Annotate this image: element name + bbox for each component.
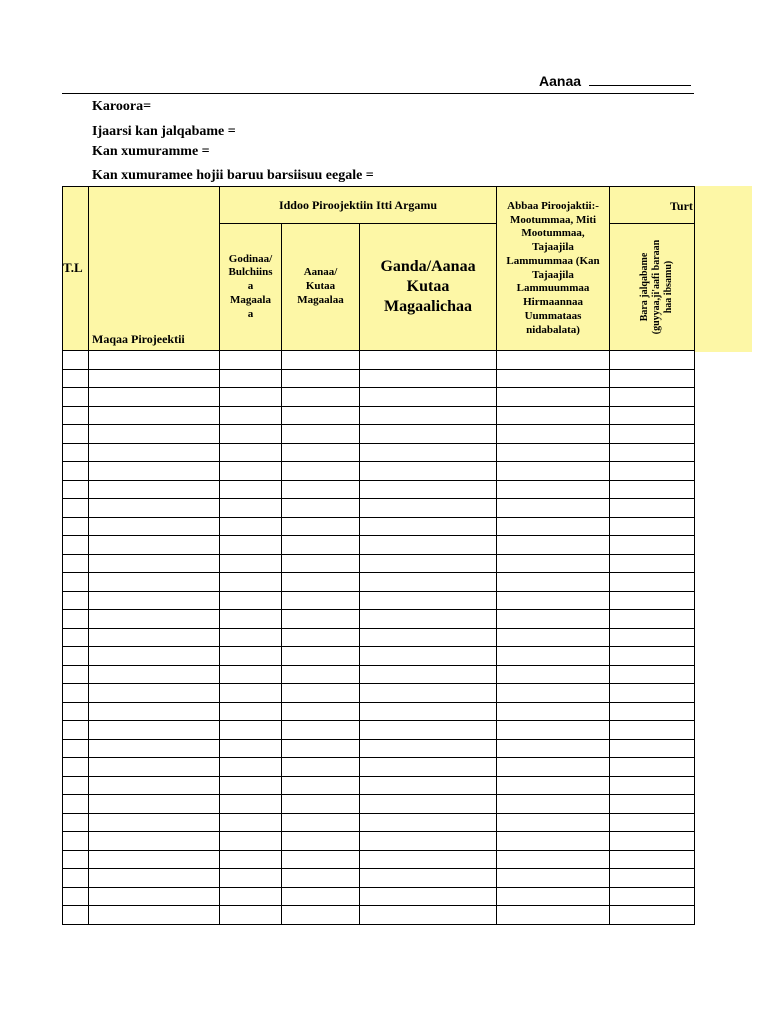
table-cell[interactable]: [282, 536, 360, 555]
table-body: [63, 351, 695, 925]
table-cell[interactable]: [220, 647, 282, 666]
table-cell[interactable]: [610, 906, 695, 925]
table-row: [63, 850, 695, 869]
table-cell[interactable]: [89, 665, 220, 684]
table-row: [63, 647, 695, 666]
table-cell[interactable]: [89, 832, 220, 851]
table-cell[interactable]: [610, 536, 695, 555]
table-cell[interactable]: [220, 758, 282, 777]
table-cell[interactable]: [89, 758, 220, 777]
table-cell[interactable]: [360, 869, 497, 888]
table-row: [63, 813, 695, 832]
table-cell[interactable]: [497, 536, 610, 555]
table-cell[interactable]: [610, 739, 695, 758]
table-cell[interactable]: [282, 499, 360, 518]
table-row: [63, 887, 695, 906]
table-row: [63, 443, 695, 462]
aanaa-blank-line[interactable]: [589, 74, 691, 86]
table-cell[interactable]: [220, 554, 282, 573]
table-row: [63, 425, 695, 444]
table-cell[interactable]: [282, 517, 360, 536]
table-cell[interactable]: [89, 702, 220, 721]
table-cell[interactable]: [360, 795, 497, 814]
table-cell[interactable]: [220, 369, 282, 388]
abbaa-line: Uummataas: [524, 309, 582, 322]
table-cell[interactable]: [63, 499, 89, 518]
table-row: [63, 536, 695, 555]
project-table: [62, 186, 695, 925]
table-cell[interactable]: [360, 721, 497, 740]
table-cell[interactable]: [220, 443, 282, 462]
table-cell[interactable]: [89, 684, 220, 703]
table-cell[interactable]: [220, 480, 282, 499]
table-cell[interactable]: [360, 610, 497, 629]
table-cell[interactable]: [63, 480, 89, 499]
aanaa-kutaa-line: Magaalaa: [297, 293, 344, 306]
table-row: [63, 665, 695, 684]
table-cell[interactable]: [360, 554, 497, 573]
table-cell[interactable]: [610, 499, 695, 518]
table-cell[interactable]: [360, 351, 497, 370]
table-cell[interactable]: [89, 887, 220, 906]
godinaa-line: a: [247, 280, 254, 293]
table-cell[interactable]: [610, 776, 695, 795]
table-cell[interactable]: [360, 443, 497, 462]
table-cell[interactable]: [282, 443, 360, 462]
table-cell[interactable]: [360, 758, 497, 777]
table-cell[interactable]: [89, 776, 220, 795]
table-cell[interactable]: [282, 684, 360, 703]
table-cell[interactable]: [282, 425, 360, 444]
table-cell[interactable]: [360, 388, 497, 407]
abbaa-line: nidabalata): [526, 323, 580, 336]
table-cell[interactable]: [497, 443, 610, 462]
table-cell[interactable]: [63, 462, 89, 481]
ganda-line: Magaalichaa: [384, 298, 473, 315]
table-cell[interactable]: [610, 795, 695, 814]
table-cell[interactable]: [89, 499, 220, 518]
table-row: [63, 388, 695, 407]
table-cell[interactable]: [497, 795, 610, 814]
table-cell[interactable]: [63, 702, 89, 721]
table-cell[interactable]: [610, 369, 695, 388]
abbaa-line: Lammuummaa: [516, 282, 590, 295]
table-cell[interactable]: [610, 554, 695, 573]
table-cell[interactable]: [63, 554, 89, 573]
table-cell[interactable]: [63, 443, 89, 462]
table-cell[interactable]: [360, 573, 497, 592]
ijaarsi-line: Ijaarsi kan jalqabame =: [92, 124, 236, 139]
table-cell[interactable]: [610, 388, 695, 407]
kan-xumuramee-hojii-line: Kan xumuramee hojii baruu barsiisuu eegale =: [92, 168, 374, 183]
table-cell[interactable]: [497, 351, 610, 370]
table-cell[interactable]: [220, 406, 282, 425]
table-cell[interactable]: [220, 351, 282, 370]
table-row: [63, 628, 695, 647]
table-cell[interactable]: [610, 721, 695, 740]
table-row: [63, 832, 695, 851]
table-cell[interactable]: [89, 462, 220, 481]
table-cell[interactable]: [610, 813, 695, 832]
table-cell[interactable]: [63, 850, 89, 869]
aanaa-kutaa-line: Aanaa/: [303, 266, 338, 279]
table-cell[interactable]: [63, 739, 89, 758]
table-cell[interactable]: [360, 517, 497, 536]
table-cell[interactable]: [497, 739, 610, 758]
table-cell[interactable]: [610, 462, 695, 481]
table-cell[interactable]: [497, 554, 610, 573]
table-cell[interactable]: [282, 351, 360, 370]
table-cell[interactable]: [220, 610, 282, 629]
table-row: [63, 351, 695, 370]
table-cell[interactable]: [360, 480, 497, 499]
table-cell[interactable]: [220, 517, 282, 536]
table-cell[interactable]: [220, 887, 282, 906]
table-cell[interactable]: [360, 591, 497, 610]
table-cell[interactable]: [610, 850, 695, 869]
aanaa-field: [539, 73, 691, 89]
table-cell[interactable]: [497, 887, 610, 906]
abbaa-line: Abbaa Piroojaktii:-: [507, 199, 599, 212]
table-cell[interactable]: [610, 702, 695, 721]
table-cell[interactable]: [89, 573, 220, 592]
table-cell[interactable]: [89, 850, 220, 869]
table-cell[interactable]: [360, 813, 497, 832]
table-cell[interactable]: [360, 776, 497, 795]
table-row: [63, 462, 695, 481]
table-cell[interactable]: [610, 758, 695, 777]
table-cell[interactable]: [63, 721, 89, 740]
table-row: [63, 406, 695, 425]
table-cell[interactable]: [63, 610, 89, 629]
table-cell[interactable]: [63, 351, 89, 370]
table-cell[interactable]: [220, 628, 282, 647]
table-cell[interactable]: [282, 480, 360, 499]
table-cell[interactable]: [89, 388, 220, 407]
table-cell[interactable]: [63, 906, 89, 925]
table-cell[interactable]: [360, 850, 497, 869]
table-cell[interactable]: [220, 869, 282, 888]
table-cell[interactable]: [89, 536, 220, 555]
table-cell[interactable]: [610, 628, 695, 647]
table-cell[interactable]: [497, 869, 610, 888]
table-cell[interactable]: [610, 443, 695, 462]
table-cell[interactable]: [63, 887, 89, 906]
table-cell[interactable]: [220, 906, 282, 925]
godinaa-line: Magaala: [230, 293, 271, 306]
table-cell[interactable]: [63, 869, 89, 888]
karoora-line: Karoora=: [92, 99, 152, 114]
table-cell[interactable]: [220, 850, 282, 869]
table-cell[interactable]: [220, 536, 282, 555]
table-cell[interactable]: [220, 425, 282, 444]
table-row: [63, 499, 695, 518]
abbaa-piroojaktii-header: [497, 187, 610, 351]
table-cell[interactable]: [497, 480, 610, 499]
table-cell[interactable]: [497, 462, 610, 481]
table-cell[interactable]: [89, 610, 220, 629]
table-cell[interactable]: [89, 739, 220, 758]
table-cell[interactable]: [360, 684, 497, 703]
table-row: [63, 721, 695, 740]
table-cell[interactable]: [282, 369, 360, 388]
table-cell[interactable]: [89, 906, 220, 925]
table-cell[interactable]: [497, 721, 610, 740]
table-cell[interactable]: [282, 388, 360, 407]
table-cell[interactable]: [220, 813, 282, 832]
table-row: [63, 517, 695, 536]
table-cell[interactable]: [63, 406, 89, 425]
table-cell[interactable]: [89, 813, 220, 832]
table-cell[interactable]: [63, 517, 89, 536]
table-cell[interactable]: [89, 591, 220, 610]
table-cell[interactable]: [63, 758, 89, 777]
table-cell[interactable]: [360, 832, 497, 851]
table-cell[interactable]: [610, 406, 695, 425]
tl-header: T.L: [63, 187, 89, 351]
abbaa-line: Mootummaa,: [521, 227, 585, 240]
table-cell[interactable]: [497, 702, 610, 721]
table-row: [63, 610, 695, 629]
table-cell[interactable]: [89, 425, 220, 444]
table-cell[interactable]: [282, 628, 360, 647]
table-cell[interactable]: [497, 610, 610, 629]
table-cell[interactable]: [63, 684, 89, 703]
table-cell[interactable]: [282, 776, 360, 795]
table-cell[interactable]: [282, 665, 360, 684]
table-cell[interactable]: [63, 628, 89, 647]
table-cell[interactable]: [220, 702, 282, 721]
table-cell[interactable]: [282, 702, 360, 721]
table-cell[interactable]: [89, 480, 220, 499]
table-cell[interactable]: [610, 517, 695, 536]
table-cell[interactable]: [282, 813, 360, 832]
bara-jalqabame-text: [639, 239, 675, 333]
table-cell[interactable]: [89, 647, 220, 666]
table-cell[interactable]: [220, 776, 282, 795]
table-cell[interactable]: [89, 721, 220, 740]
table-row: [63, 758, 695, 777]
ganda-line: Kutaa: [406, 278, 450, 295]
table-cell[interactable]: [282, 887, 360, 906]
table-cell[interactable]: [497, 758, 610, 777]
table-cell[interactable]: [497, 425, 610, 444]
table-cell[interactable]: [282, 573, 360, 592]
table-cell[interactable]: [282, 647, 360, 666]
header-fill-overflow: [694, 186, 752, 352]
table-cell[interactable]: [282, 739, 360, 758]
table-cell[interactable]: [63, 832, 89, 851]
table-cell[interactable]: [63, 795, 89, 814]
turt-header: Turt: [610, 187, 695, 224]
table-cell[interactable]: [220, 721, 282, 740]
table-cell[interactable]: [360, 462, 497, 481]
table-cell[interactable]: [360, 499, 497, 518]
table-cell[interactable]: [282, 906, 360, 925]
table-cell[interactable]: [360, 739, 497, 758]
godinaa-line: Godinaa/: [228, 252, 273, 265]
table-cell[interactable]: [360, 406, 497, 425]
table-cell[interactable]: [610, 591, 695, 610]
table-cell[interactable]: [89, 517, 220, 536]
table-cell[interactable]: [220, 591, 282, 610]
godinaa-line: Bulchiins: [228, 266, 273, 279]
table-cell[interactable]: [89, 369, 220, 388]
table-row: [63, 554, 695, 573]
table-cell[interactable]: [610, 351, 695, 370]
table-cell[interactable]: [220, 665, 282, 684]
table-cell[interactable]: [220, 462, 282, 481]
table-cell[interactable]: [220, 795, 282, 814]
table-cell[interactable]: [610, 573, 695, 592]
bara-line: Bara jalqabame: [639, 252, 651, 321]
table-cell[interactable]: [282, 832, 360, 851]
table-cell[interactable]: [360, 369, 497, 388]
table-cell[interactable]: [89, 554, 220, 573]
table-cell[interactable]: [63, 591, 89, 610]
table-cell[interactable]: [282, 406, 360, 425]
table-row: [63, 795, 695, 814]
table-cell[interactable]: [282, 721, 360, 740]
table-cell[interactable]: [360, 647, 497, 666]
table-cell[interactable]: [497, 517, 610, 536]
table-cell[interactable]: [610, 832, 695, 851]
table-cell[interactable]: [89, 443, 220, 462]
table-cell[interactable]: [360, 536, 497, 555]
table-cell[interactable]: [89, 869, 220, 888]
table-cell[interactable]: [497, 665, 610, 684]
table-cell[interactable]: [497, 591, 610, 610]
table-cell[interactable]: [282, 795, 360, 814]
table-cell[interactable]: [282, 758, 360, 777]
table-cell[interactable]: [360, 702, 497, 721]
abbaa-line: Lammummaa (Kan: [506, 254, 600, 267]
ganda-header: [360, 224, 497, 351]
ganda-line: Ganda/Aanaa: [380, 258, 476, 275]
table-cell[interactable]: [497, 813, 610, 832]
table-cell[interactable]: [610, 480, 695, 499]
bara-line: haa ibsamu): [663, 260, 675, 313]
table-cell[interactable]: [497, 906, 610, 925]
maqaa-pirojeektii-header: Maqaa Pirojeektii: [89, 187, 220, 351]
top-rule: [62, 93, 694, 94]
table-cell[interactable]: [63, 536, 89, 555]
table-cell[interactable]: [282, 462, 360, 481]
table-cell[interactable]: [63, 665, 89, 684]
table-cell[interactable]: [610, 887, 695, 906]
table-cell[interactable]: [89, 406, 220, 425]
table-cell[interactable]: [282, 591, 360, 610]
table-cell[interactable]: [89, 351, 220, 370]
table-cell[interactable]: [360, 665, 497, 684]
bara-jalqabame-header: [610, 224, 695, 351]
table-cell[interactable]: [497, 406, 610, 425]
table-cell[interactable]: [497, 684, 610, 703]
table-row: [63, 591, 695, 610]
table-cell[interactable]: [89, 795, 220, 814]
table-cell[interactable]: [610, 684, 695, 703]
table-cell[interactable]: [497, 369, 610, 388]
table-cell[interactable]: [220, 388, 282, 407]
table-cell[interactable]: [360, 887, 497, 906]
table-cell[interactable]: [220, 832, 282, 851]
table-cell[interactable]: [610, 610, 695, 629]
table-row: [63, 739, 695, 758]
aanaa-kutaa-header: [282, 224, 360, 351]
table-row: [63, 869, 695, 888]
table-cell[interactable]: [282, 554, 360, 573]
table-cell[interactable]: [610, 647, 695, 666]
table-cell[interactable]: [282, 610, 360, 629]
table-cell[interactable]: [497, 850, 610, 869]
table-cell[interactable]: [220, 684, 282, 703]
table-cell[interactable]: [610, 869, 695, 888]
table-row: [63, 573, 695, 592]
abbaa-line: Hirmaannaa: [523, 296, 583, 308]
table-row: [63, 702, 695, 721]
table-cell[interactable]: [360, 425, 497, 444]
abbaa-line: Tajaajila: [532, 241, 574, 253]
table-cell[interactable]: [360, 906, 497, 925]
table-row: [63, 480, 695, 499]
table-cell[interactable]: [497, 388, 610, 407]
table-cell[interactable]: [497, 499, 610, 518]
godinaa-line: a: [247, 307, 254, 320]
table-cell[interactable]: [497, 776, 610, 795]
aanaa-kutaa-line: Kutaa: [305, 280, 336, 293]
table-cell[interactable]: [220, 573, 282, 592]
table-row: [63, 369, 695, 388]
table-cell[interactable]: [63, 776, 89, 795]
table-cell[interactable]: [220, 499, 282, 518]
table-cell[interactable]: [497, 832, 610, 851]
table-cell[interactable]: [497, 573, 610, 592]
table-cell[interactable]: [282, 850, 360, 869]
table-cell[interactable]: [610, 665, 695, 684]
table-cell[interactable]: [63, 647, 89, 666]
abbaa-line: Mootummaa, Miti: [509, 213, 597, 226]
abbaa-line: Tajaajila: [532, 268, 574, 281]
table-row: [63, 906, 695, 925]
table-cell[interactable]: [63, 573, 89, 592]
table-row: [63, 684, 695, 703]
table-cell[interactable]: [63, 388, 89, 407]
aanaa-label: Aanaa: [539, 73, 585, 89]
table-row: [63, 776, 695, 795]
table-cell[interactable]: [63, 425, 89, 444]
table-cell[interactable]: [282, 869, 360, 888]
table-cell[interactable]: [89, 628, 220, 647]
table-cell[interactable]: [220, 739, 282, 758]
kan-xumuramme-line: Kan xumuramme =: [92, 144, 210, 159]
table-cell[interactable]: [610, 425, 695, 444]
iddoo-piroojektii-header: Iddoo Piroojektiin Itti Argamu: [220, 187, 497, 224]
table-cell[interactable]: [63, 813, 89, 832]
godinaa-header: [220, 224, 282, 351]
table-cell[interactable]: [360, 628, 497, 647]
table-cell[interactable]: [497, 628, 610, 647]
table-cell[interactable]: [497, 647, 610, 666]
table-cell[interactable]: [63, 369, 89, 388]
bara-line: (guyyaa,ji'aafi baraan: [651, 239, 663, 334]
